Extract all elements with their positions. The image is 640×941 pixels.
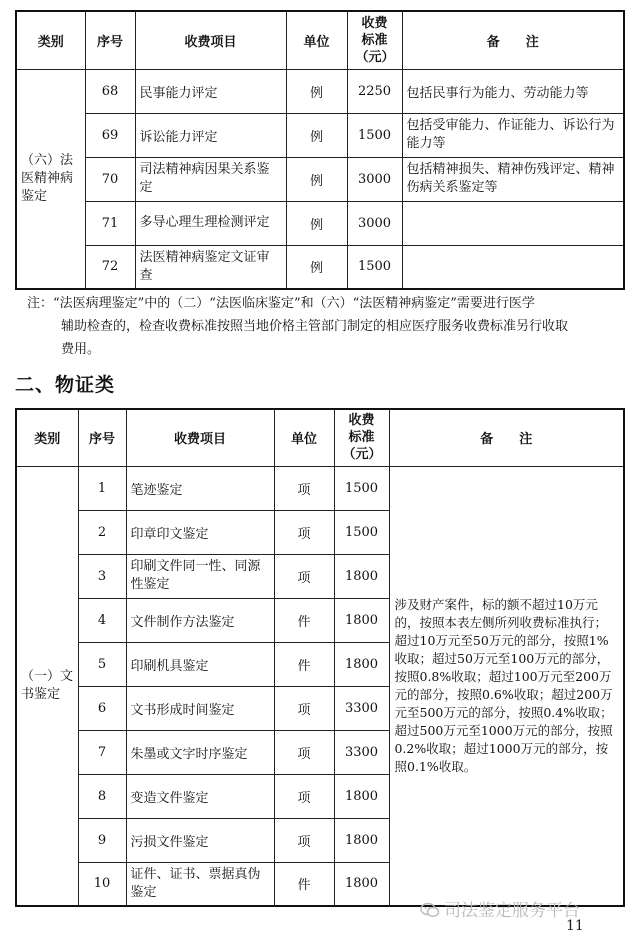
row-note: 包括精神损失、精神伤残评定、精神伤病关系鉴定等 <box>402 157 624 201</box>
row-item: 文件制作方法鉴定 <box>126 598 274 642</box>
category-cell: （一）文书鉴定 <box>16 466 78 906</box>
row-unit: 件 <box>274 862 334 906</box>
row-no: 10 <box>78 862 126 906</box>
row-item: 证件、证书、票据真伪鉴定 <box>126 862 274 906</box>
header-category: 类别 <box>16 409 78 466</box>
header-no: 序号 <box>78 409 126 466</box>
row-unit: 项 <box>274 686 334 730</box>
row-item: 变造文件鉴定 <box>126 774 274 818</box>
row-fee: 1800 <box>334 774 389 818</box>
row-unit: 项 <box>274 510 334 554</box>
table-header-row <box>16 409 624 466</box>
row-item: 笔迹鉴定 <box>126 466 274 510</box>
row-fee: 3300 <box>334 730 389 774</box>
table-row <box>16 157 624 201</box>
row-no: 4 <box>78 598 126 642</box>
footnote-line-2: 辅助检查的，检查收费标准按照当地价格主管部门制定的相应医疗服务收费标准另行收取 <box>61 319 569 334</box>
row-fee: 1500 <box>334 510 389 554</box>
row-item: 司法精神病因果关系鉴定 <box>135 157 286 201</box>
fee-table-1 <box>15 10 625 290</box>
row-unit: 项 <box>274 554 334 598</box>
row-fee: 1800 <box>334 598 389 642</box>
row-note: 包括民事行为能力、劳动能力等 <box>402 69 624 113</box>
watermark-text: 司法鉴定服务平台 <box>444 901 580 921</box>
row-unit: 件 <box>274 642 334 686</box>
row-note <box>402 201 624 245</box>
row-note: 包括受审能力、作证能力、诉讼行为能力等 <box>402 113 624 157</box>
row-unit: 例 <box>286 201 347 245</box>
row-no: 70 <box>85 157 135 201</box>
table-row <box>16 201 624 245</box>
merged-note-cell: 涉及财产案件，标的额不超过10万元的，按照本表左侧所列收费标准执行；超过10万元至50万元的部分，按照1%收取；超过50万元至100万元的部分，按照0.8%收取；超过100万元至200万元的部分，按照0.6%收取；超过200万元至500万元的部分，按照0.4%收取；超过500万元至1000万元的部分，按照0.2%收取；超过1000万元的部分，按照0.1%收取。 <box>389 466 624 906</box>
category-cell: （六）法医精神病鉴定 <box>16 69 85 289</box>
row-no: 9 <box>78 818 126 862</box>
row-note <box>402 245 624 289</box>
row-item: 文书形成时间鉴定 <box>126 686 274 730</box>
row-item: 多导心理生理检测评定 <box>135 201 286 245</box>
row-no: 8 <box>78 774 126 818</box>
row-item: 印刷文件同一性、同源性鉴定 <box>126 554 274 598</box>
row-fee: 1800 <box>334 818 389 862</box>
row-fee: 1500 <box>347 245 402 289</box>
section-title: 二、物证类 <box>15 374 116 396</box>
header-category: 类别 <box>16 11 85 69</box>
row-no: 5 <box>78 642 126 686</box>
row-fee: 3000 <box>347 201 402 245</box>
row-fee: 1800 <box>334 642 389 686</box>
row-no: 1 <box>78 466 126 510</box>
footnote <box>27 292 627 361</box>
watermark <box>420 896 580 921</box>
row-fee: 1800 <box>334 862 389 906</box>
row-fee: 2250 <box>347 69 402 113</box>
row-item: 诉讼能力评定 <box>135 113 286 157</box>
table-row <box>16 245 624 289</box>
table-header-row <box>16 11 624 69</box>
row-no: 3 <box>78 554 126 598</box>
header-unit: 单位 <box>286 11 347 69</box>
row-fee: 3000 <box>347 157 402 201</box>
header-note: 备 注 <box>402 11 624 69</box>
row-unit: 例 <box>286 69 347 113</box>
row-fee: 1500 <box>334 466 389 510</box>
row-no: 72 <box>85 245 135 289</box>
row-unit: 件 <box>274 598 334 642</box>
row-item: 朱墨或文字时序鉴定 <box>126 730 274 774</box>
wechat-icon <box>420 902 440 918</box>
header-note: 备 注 <box>389 409 624 466</box>
table-row <box>16 113 624 157</box>
header-fee: 收费标准（元） <box>347 11 402 69</box>
footnote-line-1: 注：“法医病理鉴定”中的（二）“法医临床鉴定”和（六）“法医精神病鉴定”需要进行医学 <box>27 296 535 311</box>
header-item: 收费项目 <box>126 409 274 466</box>
header-fee: 收费标准（元） <box>334 409 389 466</box>
row-item: 民事能力评定 <box>135 69 286 113</box>
row-unit: 例 <box>286 245 347 289</box>
row-no: 68 <box>85 69 135 113</box>
header-no: 序号 <box>85 11 135 69</box>
fee-table-2 <box>15 408 625 907</box>
row-item: 法医精神病鉴定文证审查 <box>135 245 286 289</box>
row-item: 印章印文鉴定 <box>126 510 274 554</box>
row-fee: 1500 <box>347 113 402 157</box>
row-fee: 1800 <box>334 554 389 598</box>
footnote-line-3: 费用。 <box>61 342 101 357</box>
header-item: 收费项目 <box>135 11 286 69</box>
row-unit: 项 <box>274 730 334 774</box>
table-row <box>16 466 624 510</box>
header-unit: 单位 <box>274 409 334 466</box>
row-fee: 3300 <box>334 686 389 730</box>
row-unit: 例 <box>286 113 347 157</box>
row-no: 7 <box>78 730 126 774</box>
row-unit: 例 <box>286 157 347 201</box>
row-unit: 项 <box>274 818 334 862</box>
row-unit: 项 <box>274 466 334 510</box>
row-unit: 项 <box>274 774 334 818</box>
row-no: 69 <box>85 113 135 157</box>
row-item: 污损文件鉴定 <box>126 818 274 862</box>
row-item: 印刷机具鉴定 <box>126 642 274 686</box>
page-number: 11 <box>566 918 584 934</box>
row-no: 6 <box>78 686 126 730</box>
row-no: 71 <box>85 201 135 245</box>
row-no: 2 <box>78 510 126 554</box>
table-row <box>16 69 624 113</box>
